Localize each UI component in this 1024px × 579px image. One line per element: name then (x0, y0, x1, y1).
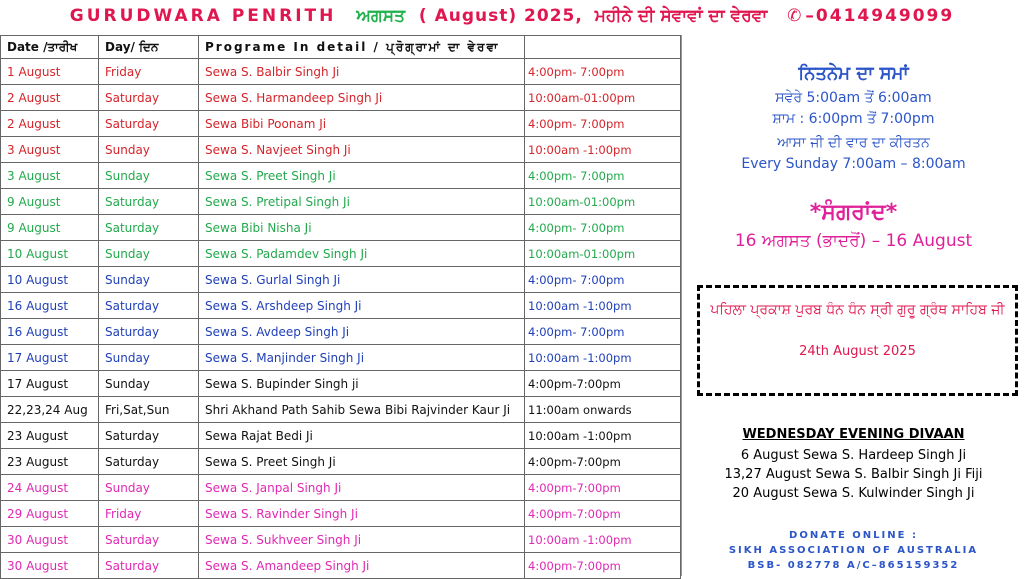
sangrand-title: *ਸੰਗਰਾਂਦ* (809, 200, 898, 225)
cell-day: Saturday (99, 449, 199, 475)
info-panel (681, 35, 1024, 576)
cell-day: Saturday (99, 423, 199, 449)
sangrand-section (682, 200, 1024, 251)
cell-programme: Sewa S. Bupinder Singh ji (199, 371, 525, 397)
cell-programme: Sewa S. Ravinder Singh Ji (199, 501, 525, 527)
phone-number-group (787, 6, 954, 26)
cell-date: 10 August (1, 267, 99, 293)
sangrand-date: 16 ਅਗਸਤ (ਭਾਦਰੋਂ) – 16 August (734, 231, 973, 251)
table-row (1, 293, 681, 319)
cell-programme: Sewa Bibi Nisha Ji (199, 215, 525, 241)
cell-date: 30 August (1, 553, 99, 579)
prakash-purab-box (697, 285, 1018, 396)
cell-day: Saturday (99, 85, 199, 111)
cell-programme: Sewa S. Manjinder Singh Ji (199, 345, 525, 371)
nitnem-morning: ਸਵੇਰੇ 5:00am ਤੋਂ 6:00am (775, 90, 932, 106)
cell-programme: Sewa S. Navjeet Singh Ji (199, 137, 525, 163)
table-row (1, 319, 681, 345)
cell-time: 10:00am -1:00pm (525, 137, 681, 163)
cell-programme: Sewa Bibi Poonam Ji (199, 111, 525, 137)
table-row (1, 553, 681, 579)
month-punjabi: ਅਗਸਤ (356, 6, 405, 26)
cell-time: 10:00am-01:00pm (525, 241, 681, 267)
nitnem-title: ਨਿਤਨੇਮ ਦਾ ਸਮਾਂ (798, 63, 909, 84)
cell-date: 1 August (1, 59, 99, 85)
cell-day: Saturday (99, 319, 199, 345)
wednesday-divaan-section (682, 427, 1024, 503)
table-row (1, 215, 681, 241)
cell-day: Saturday (99, 111, 199, 137)
table-row (1, 423, 681, 449)
donate-org: SIKH ASSOCIATION OF AUSTRALIA (728, 545, 979, 556)
page-header (0, 0, 1024, 34)
cell-programme: Shri Akhand Path Sahib Sewa Bibi Rajvinder Kaur Ji (199, 397, 525, 423)
cell-date: 2 August (1, 111, 99, 137)
cell-day: Saturday (99, 527, 199, 553)
table-row (1, 189, 681, 215)
cell-date: 9 August (1, 215, 99, 241)
table-row (1, 449, 681, 475)
prakash-purab-text: ਪਹਿਲਾ ਪ੍ਰਕਾਸ਼ ਪੁਰਬ ਧੰਨ ਧੰਨ ਸ੍ਰੀ ਗੁਰੂ ਗ੍ਰੰਥ ਸਾਹਿਬ ਜੀ (710, 302, 1005, 318)
cell-time: 10:00am-01:00pm (525, 189, 681, 215)
cell-day: Friday (99, 59, 199, 85)
nitnem-section (682, 63, 1024, 175)
wednesday-divaan-item: 13,27 August Sewa S. Balbir Singh Ji Fiji (724, 467, 983, 482)
table-row (1, 85, 681, 111)
header-programme: Programe In detail / ਪ੍ਰੋਗ੍ਰਾਮਾਂ ਦਾ ਵੇਰਵਾ (199, 36, 525, 59)
table-row (1, 111, 681, 137)
cell-time: 4:00pm-7:00pm (525, 449, 681, 475)
cell-day: Sunday (99, 163, 199, 189)
cell-time: 4:00pm-7:00pm (525, 501, 681, 527)
cell-date: 2 August (1, 85, 99, 111)
cell-date: 30 August (1, 527, 99, 553)
cell-programme: Sewa S. Preet Singh Ji (199, 163, 525, 189)
cell-day: Saturday (99, 293, 199, 319)
org-name: GURUDWARA PENRITH (69, 6, 337, 26)
table-row (1, 137, 681, 163)
schedule-table (0, 35, 681, 579)
asa-di-var-time: Every Sunday 7:00am – 8:00am (741, 156, 966, 172)
cell-programme: Sewa S. Avdeep Singh Ji (199, 319, 525, 345)
cell-programme: Sewa S. Balbir Singh Ji (199, 59, 525, 85)
wednesday-divaan-item: 6 August Sewa S. Hardeep Singh Ji (740, 448, 967, 463)
donate-section (682, 528, 1024, 573)
wednesday-divaan-title: WEDNESDAY EVENING DIVAAN (742, 427, 965, 442)
cell-date: 24 August (1, 475, 99, 501)
cell-date: 17 August (1, 371, 99, 397)
cell-programme: Sewa S. Pretipal Singh Ji (199, 189, 525, 215)
cell-time: 10:00am -1:00pm (525, 345, 681, 371)
donate-bank-details: BSB- 082778 A/C–865159352 (747, 560, 960, 571)
table-row (1, 241, 681, 267)
cell-day: Fri,Sat,Sun (99, 397, 199, 423)
cell-time: 10:00am -1:00pm (525, 293, 681, 319)
table-body (1, 59, 681, 579)
table-row (1, 527, 681, 553)
schedule-title-punjabi: ਮਹੀਨੇ ਦੀ ਸੇਵਾਵਾਂ ਦਾ ਵੇਰਵਾ (594, 6, 768, 26)
cell-date: 3 August (1, 163, 99, 189)
table-row (1, 345, 681, 371)
wednesday-divaan-item: 20 August Sewa S. Kulwinder Singh Ji (732, 486, 975, 501)
table-row (1, 397, 681, 423)
cell-date: 10 August (1, 241, 99, 267)
donate-title: DONATE ONLINE : (789, 530, 918, 541)
cell-time: 4:00pm- 7:00pm (525, 267, 681, 293)
cell-date: 3 August (1, 137, 99, 163)
cell-time: 4:00pm-7:00pm (525, 475, 681, 501)
cell-day: Sunday (99, 371, 199, 397)
cell-time: 10:00am -1:00pm (525, 527, 681, 553)
table-row (1, 475, 681, 501)
cell-programme: Sewa S. Gurlal Singh Ji (199, 267, 525, 293)
cell-date: 23 August (1, 449, 99, 475)
header-day: Day/ ਦਿਨ (99, 36, 199, 59)
cell-programme: Sewa S. Preet Singh Ji (199, 449, 525, 475)
cell-time: 4:00pm-7:00pm (525, 371, 681, 397)
header-time (525, 36, 681, 59)
phone-number: –0414949099 (805, 6, 955, 26)
phone-icon: ✆ (787, 6, 804, 26)
cell-time: 4:00pm- 7:00pm (525, 59, 681, 85)
cell-date: 22,23,24 Aug (1, 397, 99, 423)
cell-day: Saturday (99, 215, 199, 241)
cell-time: 4:00pm- 7:00pm (525, 319, 681, 345)
cell-programme: Sewa S. Sukhveer Singh Ji (199, 527, 525, 553)
cell-programme: Sewa Rajat Bedi Ji (199, 423, 525, 449)
asa-di-var-title: ਆਸਾ ਜੀ ਦੀ ਵਾਰ ਦਾ ਕੀਰਤਨ (777, 135, 930, 151)
cell-time: 4:00pm- 7:00pm (525, 163, 681, 189)
header-date: Date /ਤਾਰੀਖ (1, 36, 99, 59)
cell-time: 4:00pm- 7:00pm (525, 215, 681, 241)
cell-day: Sunday (99, 241, 199, 267)
cell-date: 9 August (1, 189, 99, 215)
cell-day: Sunday (99, 475, 199, 501)
cell-day: Saturday (99, 553, 199, 579)
cell-time: 11:00am onwards (525, 397, 681, 423)
cell-programme: Sewa S. Arshdeep Singh Ji (199, 293, 525, 319)
cell-programme: Sewa S. Padamdev Singh Ji (199, 241, 525, 267)
cell-programme: Sewa S. Amandeep Singh Ji (199, 553, 525, 579)
cell-programme: Sewa S. Janpal Singh Ji (199, 475, 525, 501)
cell-date: 17 August (1, 345, 99, 371)
cell-time: 4:00pm- 7:00pm (525, 111, 681, 137)
month-english: ( August) 2025, (418, 6, 583, 26)
cell-day: Sunday (99, 137, 199, 163)
cell-date: 16 August (1, 319, 99, 345)
table-header-row (1, 36, 681, 59)
cell-day: Sunday (99, 345, 199, 371)
cell-time: 10:00am-01:00pm (525, 85, 681, 111)
cell-day: Saturday (99, 189, 199, 215)
prakash-purab-date: 24th August 2025 (799, 344, 916, 359)
cell-time: 10:00am -1:00pm (525, 423, 681, 449)
cell-time: 4:00pm-7:00pm (525, 553, 681, 579)
nitnem-evening: ਸ਼ਾਮ : 6:00pm ਤੋਂ 7:00pm (772, 111, 935, 127)
table-row (1, 163, 681, 189)
cell-date: 29 August (1, 501, 99, 527)
cell-date: 16 August (1, 293, 99, 319)
table-row (1, 371, 681, 397)
table-row (1, 59, 681, 85)
cell-day: Sunday (99, 267, 199, 293)
cell-day: Friday (99, 501, 199, 527)
table-row (1, 501, 681, 527)
cell-date: 23 August (1, 423, 99, 449)
cell-programme: Sewa S. Harmandeep Singh Ji (199, 85, 525, 111)
table-row (1, 267, 681, 293)
